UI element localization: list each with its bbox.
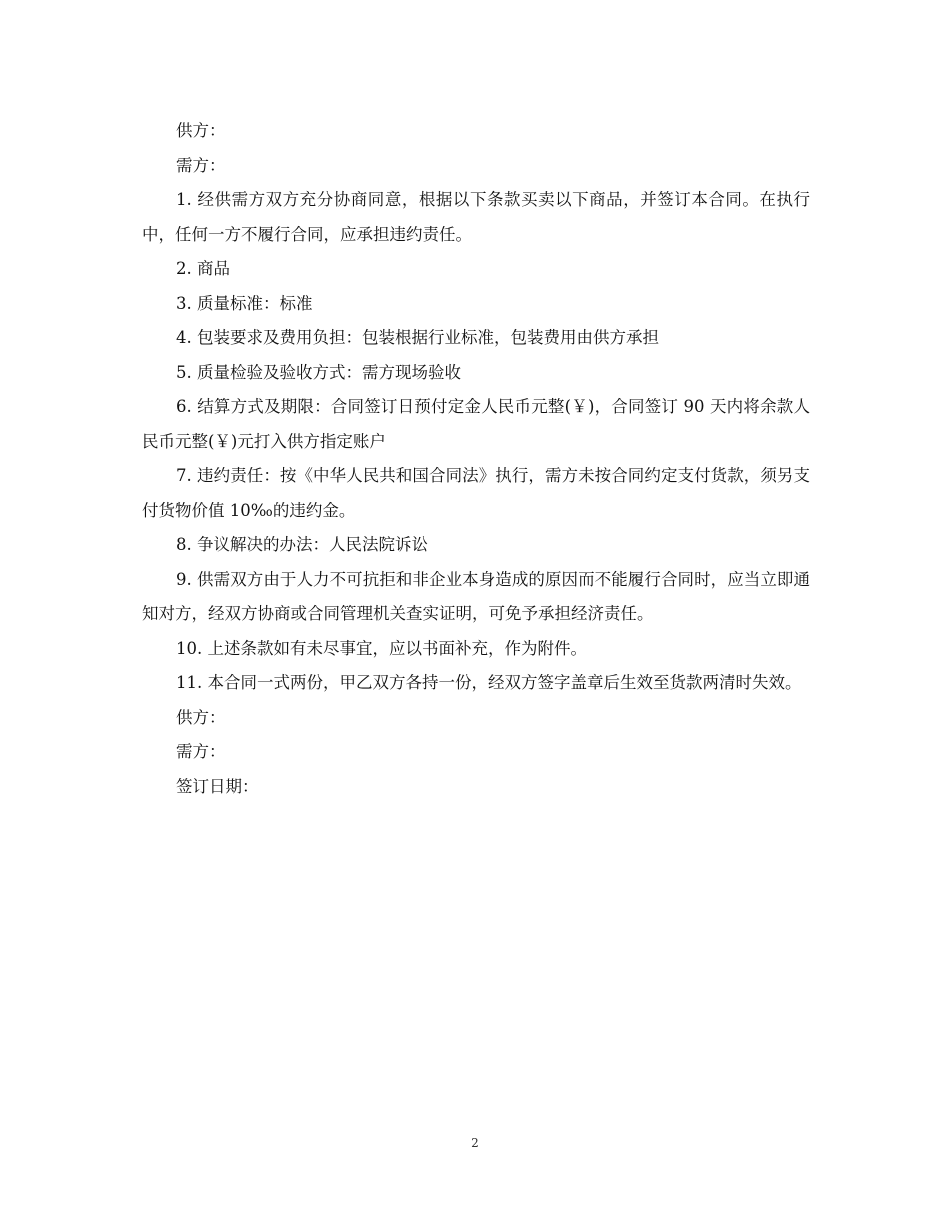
clause-8: 8. 争议解决的办法：人民法院诉讼	[176, 535, 428, 554]
clause-7: 7. 违约责任：按《中华人民共和国合同法》执行，需方未按合同约定支付货款，须另支付货物价值 10‰的违约金。	[142, 466, 810, 520]
supplier-signature-label: 供方：	[176, 707, 226, 727]
signing-date-label: 签订日期：	[176, 776, 259, 796]
clause-6: 6. 结算方式及期限：合同签订日预付定金人民币元整(￥)，合同签订 90 天内将余款人民币元整(￥)元打入供方指定账户	[142, 397, 810, 451]
page-number: 2	[471, 1136, 479, 1150]
clause-5: 5. 质量检验及验收方式：需方现场验收	[176, 362, 461, 382]
clause-9: 9. 供需双方由于人力不可抗拒和非企业本身造成的原因而不能履行合同时，应当立即通知对方，经双方协商或合同管理机关查实证明，可免予承担经济责任。	[142, 569, 810, 623]
supplier-label: 供方：	[176, 121, 226, 140]
buyer-label: 需方：	[176, 155, 226, 175]
clause-3: 3. 质量标准：标准	[176, 293, 313, 313]
clause-2: 2. 商品	[176, 259, 230, 278]
clause-4: 4. 包装要求及费用负担：包装根据行业标准，包装费用由供方承担	[176, 328, 659, 347]
clause-11: 11. 本合同一式两份，甲乙双方各持一份，经双方签字盖章后生效至货款两清时失效。	[176, 673, 802, 692]
clause-10: 10. 上述条款如有未尽事宜，应以书面补充，作为附件。	[176, 638, 587, 658]
clause-1: 1. 经供需方双方充分协商同意，根据以下条款买卖以下商品，并签订本合同。在执行中，任何一方不履行合同，应承担违约责任。	[142, 190, 810, 244]
buyer-signature-label: 需方：	[176, 742, 226, 761]
contract-body	[142, 114, 810, 804]
